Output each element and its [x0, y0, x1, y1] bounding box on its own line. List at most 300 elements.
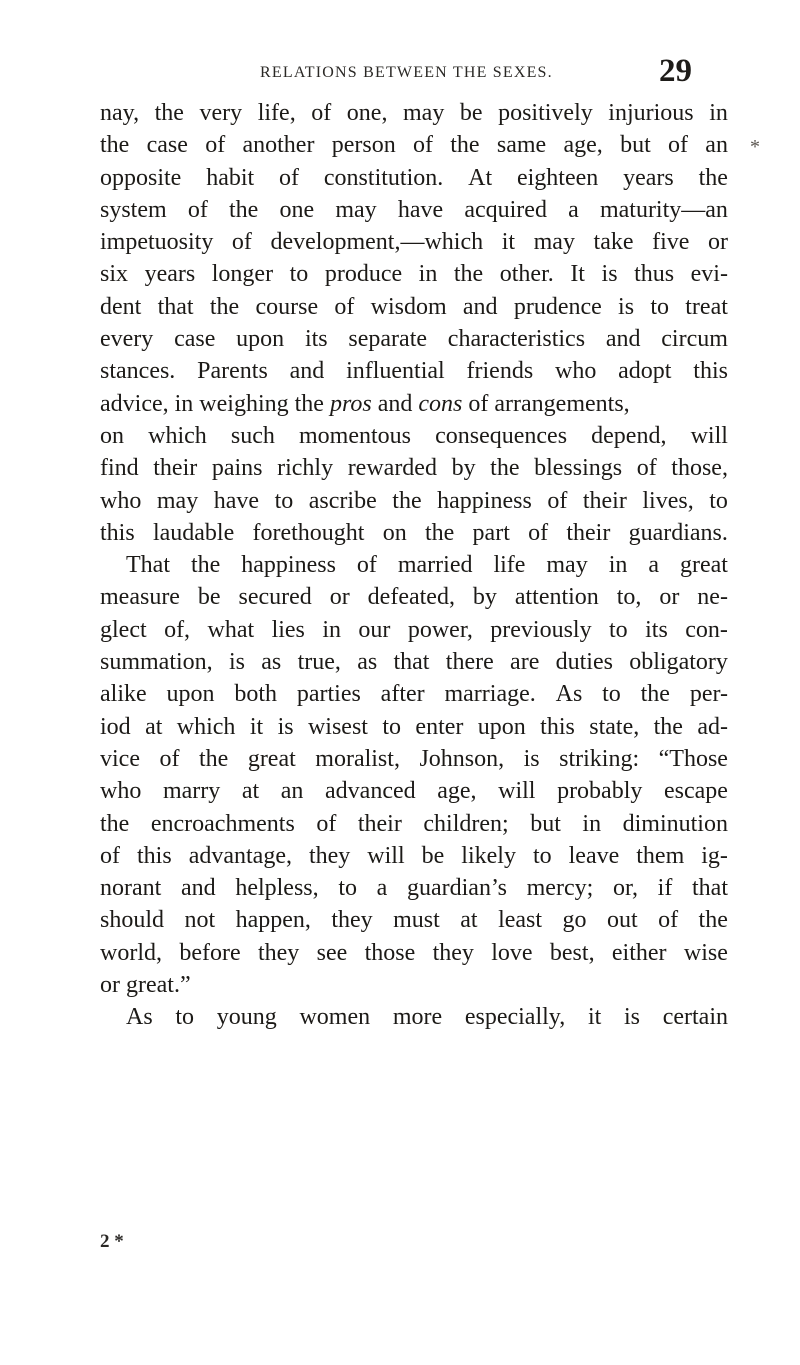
word: of	[316, 810, 337, 837]
word: maturity—an	[599, 196, 728, 223]
word: in	[608, 552, 628, 579]
text-line	[100, 355, 728, 387]
word: upon	[477, 713, 526, 740]
word: a	[568, 196, 579, 223]
word: circum	[661, 326, 728, 353]
word: that	[692, 875, 728, 902]
word: children;	[423, 810, 509, 837]
word: have	[213, 487, 260, 514]
word: constitution.	[323, 164, 444, 191]
word: their	[582, 487, 627, 514]
text-line	[100, 904, 728, 936]
word: age,	[563, 132, 603, 159]
word: of	[547, 487, 568, 514]
word: may	[156, 487, 199, 514]
word: their	[357, 810, 402, 837]
word: and	[462, 293, 498, 320]
word: this	[100, 519, 135, 546]
word: is	[523, 745, 540, 772]
word: another	[242, 132, 315, 159]
word: those,	[671, 455, 728, 482]
text-fragment: and	[371, 390, 419, 417]
word: will	[498, 778, 536, 805]
word: part	[472, 519, 510, 546]
text-line: or great.”	[100, 972, 191, 999]
word: the	[100, 810, 130, 837]
word: richly	[277, 455, 334, 482]
word: mercy;	[526, 875, 594, 902]
running-head: RELATIONS BETWEEN THE SEXES.	[260, 64, 553, 81]
word: of	[100, 842, 120, 869]
word: true,	[297, 649, 341, 676]
word: the	[490, 455, 520, 482]
text-line	[100, 97, 728, 129]
text-line	[100, 485, 728, 517]
word: of	[187, 196, 208, 223]
text-line	[100, 646, 728, 678]
word: power,	[407, 616, 473, 643]
word: before	[179, 939, 241, 966]
word: case	[146, 132, 188, 159]
word: moralist,	[315, 745, 400, 772]
word: state,	[589, 713, 640, 740]
word: to	[532, 842, 552, 869]
text-line	[100, 258, 728, 290]
word: leave	[568, 842, 620, 869]
word: to	[289, 261, 309, 288]
word: of	[159, 745, 180, 772]
word: of	[311, 100, 332, 126]
word: is	[623, 1004, 640, 1031]
word: system	[100, 196, 167, 223]
word: an	[705, 132, 728, 159]
word: summation,	[100, 649, 213, 676]
word: other.	[499, 261, 554, 288]
word: one,	[346, 100, 388, 126]
text-line	[100, 549, 728, 581]
word: but	[620, 132, 651, 159]
word: they	[331, 907, 373, 934]
word: at	[241, 778, 260, 805]
page-number: 29	[659, 53, 692, 89]
word: in	[418, 261, 438, 288]
word: the	[190, 552, 221, 579]
word: opposite	[100, 164, 182, 191]
word: years	[144, 261, 196, 288]
word: injurious	[608, 100, 694, 126]
word: them	[636, 842, 685, 869]
word: momentous	[298, 422, 411, 449]
word: of	[668, 132, 689, 159]
word: a	[648, 552, 659, 579]
word: same	[496, 132, 547, 159]
word: upon	[236, 326, 285, 353]
word: It	[570, 261, 585, 288]
word: those	[364, 939, 416, 966]
word: thus	[634, 261, 675, 288]
text-fragment: advice, in weighing the	[100, 390, 330, 417]
word: lives,	[642, 487, 694, 514]
word: wise	[683, 939, 728, 966]
word: there	[445, 649, 494, 676]
text-line	[100, 614, 728, 646]
text-line	[100, 420, 728, 452]
word: may	[533, 229, 575, 256]
word: secured	[238, 584, 312, 611]
word: by	[472, 584, 497, 611]
word: consequences	[435, 422, 568, 449]
word: nay,	[100, 100, 140, 126]
word: previously	[490, 616, 592, 643]
word: eighteen	[516, 164, 599, 191]
text-line	[100, 808, 728, 840]
word: of	[205, 132, 226, 159]
word: dent	[100, 293, 142, 320]
word: out	[606, 907, 638, 934]
text-line	[100, 517, 728, 549]
word: produce	[324, 261, 403, 288]
word: that	[157, 293, 194, 320]
word: years	[623, 164, 674, 191]
word: they	[308, 842, 351, 869]
text-span	[100, 388, 630, 420]
word: at	[145, 713, 163, 740]
text-line	[100, 711, 728, 743]
word: in	[322, 616, 341, 643]
word: person	[331, 132, 396, 159]
word: con-	[685, 616, 728, 643]
word: advanced	[325, 778, 416, 805]
word: in	[709, 100, 728, 126]
word: of	[334, 293, 355, 320]
word: on	[100, 422, 124, 449]
word: their	[566, 519, 611, 546]
word: wisest	[307, 713, 368, 740]
word: as	[261, 649, 282, 676]
word: positively	[498, 100, 593, 126]
word: the	[229, 196, 259, 223]
word: this	[137, 842, 172, 869]
word: both	[234, 681, 277, 708]
word: the	[424, 519, 455, 546]
text-line	[100, 291, 728, 323]
word: influential	[346, 358, 445, 385]
text-line	[100, 1001, 728, 1033]
word: the	[154, 100, 184, 126]
text-line	[100, 775, 728, 807]
word: more	[392, 1004, 443, 1031]
text-line-with-italics	[100, 388, 728, 420]
word: love	[491, 939, 533, 966]
word: age,	[437, 778, 477, 805]
word: either	[611, 939, 667, 966]
word: characteristics	[447, 326, 586, 353]
word: to	[274, 487, 294, 514]
word: after	[380, 681, 425, 708]
word: to	[709, 487, 728, 514]
word: one	[279, 196, 315, 223]
word: ig-	[701, 842, 728, 869]
word: adopt	[618, 358, 672, 385]
word: will	[367, 842, 405, 869]
italic-pros: pros	[329, 390, 372, 417]
word: to	[602, 681, 621, 708]
word: of	[279, 164, 300, 191]
text-line	[100, 129, 728, 161]
word: certain	[662, 1004, 728, 1031]
word: such	[230, 422, 275, 449]
word: blessings	[534, 455, 623, 482]
text-line	[100, 743, 728, 775]
word: are	[510, 649, 540, 676]
body-text	[100, 97, 728, 1034]
word: is	[277, 713, 294, 740]
word: married	[397, 552, 473, 579]
word: norant	[100, 875, 162, 902]
word: impetuosity	[100, 229, 214, 256]
word: if	[657, 875, 673, 902]
word: to	[650, 293, 669, 320]
word: be	[421, 842, 445, 869]
word: depend,	[591, 422, 667, 449]
word: “Those	[658, 745, 728, 772]
text-line	[100, 840, 728, 872]
text-line	[100, 194, 728, 226]
word: the	[698, 164, 728, 191]
word: per-	[689, 681, 728, 708]
word: Parents	[197, 358, 268, 385]
word: friends	[466, 358, 534, 385]
word: separate	[348, 326, 428, 353]
word: be	[197, 584, 221, 611]
word: of	[356, 552, 377, 579]
word: is	[228, 649, 245, 676]
word: of	[636, 455, 657, 482]
word: may	[403, 100, 445, 126]
word: the	[450, 132, 480, 159]
word: five	[652, 229, 690, 256]
word: a	[376, 875, 388, 902]
word: may	[546, 552, 588, 579]
word: striking:	[559, 745, 640, 772]
word: our	[358, 616, 391, 643]
word: happiness	[241, 552, 336, 579]
word: is	[618, 293, 635, 320]
word: its	[645, 616, 668, 643]
word: the	[653, 713, 683, 740]
word: be	[459, 100, 483, 126]
word: have	[397, 196, 444, 223]
word: great	[247, 745, 296, 772]
text-fragment: of arrangements,	[462, 390, 630, 417]
word: on	[382, 519, 407, 546]
word: guardian’s	[406, 875, 507, 902]
word: probably	[557, 778, 643, 805]
word: its	[304, 326, 328, 353]
word: life	[493, 552, 526, 579]
word: is	[601, 261, 618, 288]
word: obligatory	[629, 649, 728, 676]
word: they	[257, 939, 300, 966]
word: by	[451, 455, 476, 482]
word: As	[555, 681, 583, 708]
word: marriage.	[444, 681, 536, 708]
word: that	[393, 649, 430, 676]
word: who	[554, 358, 597, 385]
word: the	[392, 487, 422, 514]
word: laudable	[152, 519, 235, 546]
word: forethought	[252, 519, 365, 546]
word: they	[432, 939, 474, 966]
italic-cons: cons	[418, 390, 463, 417]
word: to	[382, 713, 402, 740]
word: see	[316, 939, 348, 966]
word: helpless,	[235, 875, 319, 902]
word: As	[126, 1004, 153, 1031]
word: pains	[211, 455, 263, 482]
word: lies	[271, 616, 305, 643]
word: but	[530, 810, 561, 837]
word: upon	[166, 681, 215, 708]
word: who	[100, 778, 142, 805]
word: the	[100, 132, 130, 159]
word: to	[609, 616, 628, 643]
word: this	[693, 358, 728, 385]
word: which	[176, 713, 236, 740]
word: ascribe	[308, 487, 377, 514]
word: least	[498, 907, 543, 934]
word: of	[528, 519, 549, 546]
word: great	[679, 552, 728, 579]
word: young	[216, 1004, 277, 1031]
word: and	[180, 875, 216, 902]
word: habit	[206, 164, 255, 191]
word: defeated,	[367, 584, 455, 611]
word: ad-	[697, 713, 728, 740]
word: guardians.	[628, 519, 728, 546]
word: it	[501, 229, 516, 256]
word: attention	[514, 584, 599, 611]
word: rewarded	[347, 455, 437, 482]
word: iod	[100, 713, 131, 740]
word: as	[357, 649, 378, 676]
word: and	[289, 358, 325, 385]
word: marry	[162, 778, 221, 805]
word: to,	[616, 584, 642, 611]
word: escape	[663, 778, 728, 805]
word: of	[231, 229, 252, 256]
word: advantage,	[188, 842, 292, 869]
word: or	[659, 584, 680, 611]
word: take	[593, 229, 634, 256]
text-line	[100, 226, 728, 258]
word: very	[199, 100, 243, 126]
word: of	[412, 132, 433, 159]
word: what	[207, 616, 255, 643]
word: especially,	[464, 1004, 566, 1031]
word: may	[335, 196, 377, 223]
word: women	[299, 1004, 371, 1031]
word: ne-	[697, 584, 728, 611]
word: it	[249, 713, 264, 740]
margin-mark: *	[750, 136, 760, 158]
word: of,	[164, 616, 191, 643]
word: stances.	[100, 358, 176, 385]
word: find	[100, 455, 139, 482]
word: case	[174, 326, 216, 353]
word: which	[148, 422, 207, 449]
word: at	[460, 907, 478, 934]
word: happen,	[235, 907, 311, 934]
word: development,—which	[270, 229, 484, 256]
word: or	[329, 584, 350, 611]
word: or	[707, 229, 728, 256]
word: to	[338, 875, 357, 902]
word: parties	[296, 681, 361, 708]
word: it	[587, 1004, 602, 1031]
text-line	[100, 162, 728, 194]
word: vice	[100, 745, 140, 772]
word: world,	[100, 939, 162, 966]
word: their	[153, 455, 198, 482]
word: evi-	[690, 261, 728, 288]
word: not	[184, 907, 216, 934]
word: Johnson,	[419, 745, 505, 772]
text-line	[100, 581, 728, 613]
word: glect	[100, 616, 147, 643]
text-line	[100, 678, 728, 710]
word: duties	[555, 649, 613, 676]
word: treat	[685, 293, 728, 320]
word: wisdom	[370, 293, 447, 320]
word: That	[126, 552, 170, 579]
word: or,	[612, 875, 638, 902]
word: acquired	[464, 196, 547, 223]
word: an	[280, 778, 304, 805]
word: the	[640, 681, 670, 708]
word: and	[605, 326, 641, 353]
word: this	[540, 713, 575, 740]
word: the	[198, 745, 229, 772]
word: the	[453, 261, 484, 288]
word: encroachments	[150, 810, 295, 837]
word: diminution	[622, 810, 728, 837]
text-line	[100, 872, 728, 904]
word: the	[698, 907, 728, 934]
word: longer	[211, 261, 274, 288]
word: who	[100, 487, 142, 514]
word: prudence	[513, 293, 602, 320]
word: alike	[100, 681, 147, 708]
word: the	[209, 293, 240, 320]
text-line	[100, 937, 728, 969]
word: to	[175, 1004, 195, 1031]
word: likely	[461, 842, 516, 869]
word: measure	[100, 584, 180, 611]
word: every	[100, 326, 154, 353]
text-line	[100, 452, 728, 484]
word: life,	[257, 100, 296, 126]
word: will	[690, 422, 728, 449]
word: At	[468, 164, 493, 191]
word: go	[562, 907, 587, 934]
signature-mark: 2 *	[100, 1231, 124, 1252]
word: of	[658, 907, 679, 934]
word: in	[582, 810, 602, 837]
word: best,	[549, 939, 595, 966]
word: must	[393, 907, 440, 934]
word: happiness	[437, 487, 532, 514]
